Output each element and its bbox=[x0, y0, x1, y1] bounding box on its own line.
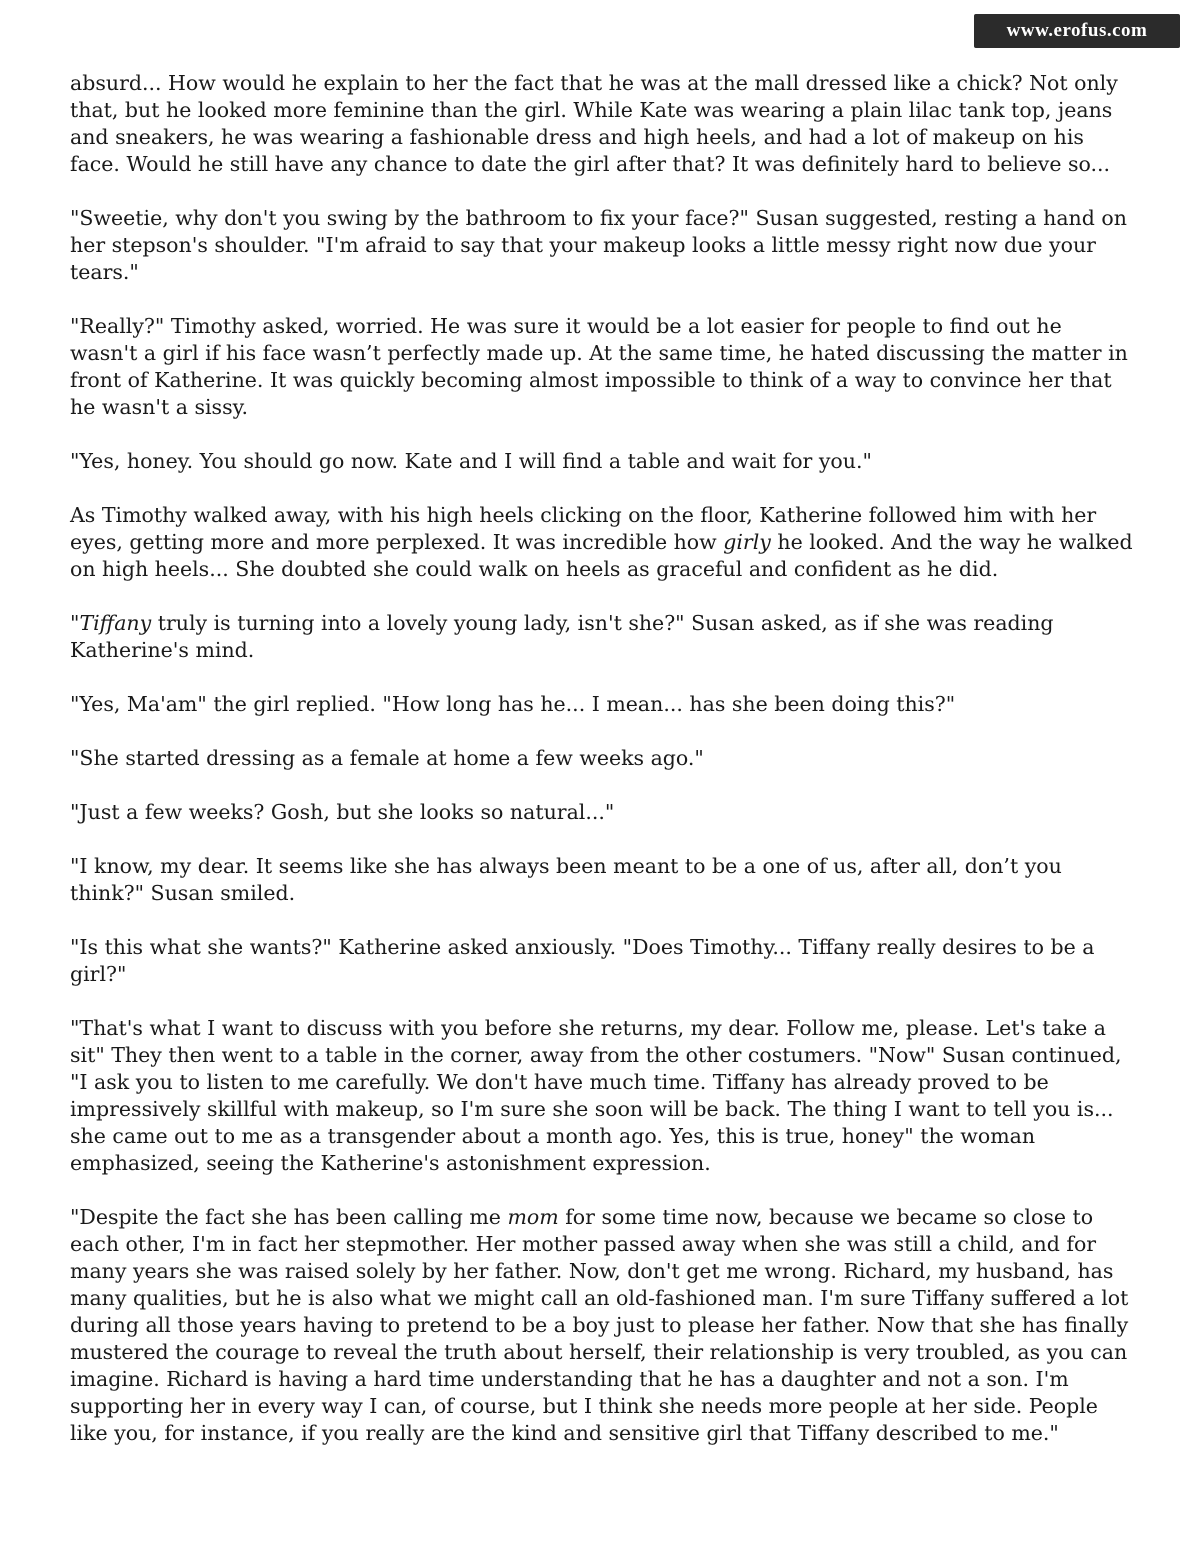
text-run: " bbox=[70, 611, 80, 635]
text-run: "Despite the fact she has been calling me bbox=[70, 1205, 508, 1229]
story-text bbox=[70, 70, 1134, 1474]
paragraph bbox=[70, 70, 1134, 178]
paragraph bbox=[70, 853, 1134, 907]
text-run: "She started dressing as a female at home a few weeks ago." bbox=[70, 746, 704, 770]
italic-word: Tiffany bbox=[79, 611, 152, 635]
paragraph bbox=[70, 448, 1134, 475]
paragraph bbox=[70, 745, 1134, 772]
text-run: "Really?" Timothy asked, worried. He was sure it would be a lot easier for people to find out he wasn't a girl if his face wasn’t perfectly made up. At the same time, he hated discussing the matter in front of Katherine. It was quickly becoming almost impossible to think of a way to convince her that he wasn't a sissy. bbox=[70, 314, 1128, 419]
text-run: for some time now, because we became so close to each other, I'm in fact her stepmother. Her mother passed away when she was still a child, and for many years she was raised solely by her father. Now, don't get me wrong. Richard, my husband, has many qualities, but he is also what we might call an old-fashioned man. I'm sure Tiffany suffered a lot during all those years having to pretend to be a boy just to please her father. Now that she has finally mustered the courage to reveal the truth about herself, their relationship is very troubled, as you can imagine. Richard is having a hard time understanding that he has a daughter and not a son. I'm supporting her in every way I can, of course, but I think she needs more people at her side. People like you, for instance, if you really are the kind and sensitive girl that Tiffany described to me." bbox=[70, 1205, 1129, 1445]
text-run: "Sweetie, why don't you swing by the bathroom to fix your face?" Susan suggested, resting a hand on her stepson's shoulder. "I'm afraid to say that your makeup looks a little messy right now due your tears." bbox=[70, 206, 1127, 284]
paragraph bbox=[70, 799, 1134, 826]
paragraph bbox=[70, 610, 1134, 664]
text-run: he looked. And the way he walked on high heels... She doubted she could walk on heels as graceful and confident as he did. bbox=[70, 530, 1133, 581]
text-run: "Is this what she wants?" Katherine asked anxiously. "Does Timothy... Tiffany really desires to be a girl?" bbox=[70, 935, 1095, 986]
paragraph bbox=[70, 313, 1134, 421]
site-watermark: www.erofus.com bbox=[974, 14, 1180, 48]
paragraph bbox=[70, 934, 1134, 988]
text-run: absurd... How would he explain to her the fact that he was at the mall dressed like a chick? Not only that, but he looked more feminine than the girl. While Kate was wearing a plain lilac tank top, jeans and sneakers, he was wearing a fashionable dress and high heels, and had a lot of makeup on his face. Would he still have any chance to date the girl after that? It was definitely hard to believe so... bbox=[70, 71, 1118, 176]
paragraph bbox=[70, 1204, 1134, 1447]
text-run: truly is turning into a lovely young lady, isn't she?" Susan asked, as if she was reading Katherine's mind. bbox=[70, 611, 1054, 662]
text-run: "I know, my dear. It seems like she has always been meant to be a one of us, after all, don’t you think?" Susan smiled. bbox=[70, 854, 1062, 905]
paragraph bbox=[70, 502, 1134, 583]
text-run: "Yes, honey. You should go now. Kate and I will find a table and wait for you." bbox=[70, 449, 872, 473]
paragraph bbox=[70, 205, 1134, 286]
paragraph bbox=[70, 1015, 1134, 1177]
text-run: As Timothy walked away, with his high heels clicking on the floor, Katherine followed him with her eyes, getting more and more perplexed. It was incredible how bbox=[70, 503, 1097, 554]
text-run: "Yes, Ma'am" the girl replied. "How long has he... I mean... has she been doing this?" bbox=[70, 692, 956, 716]
text-run: "That's what I want to discuss with you before she returns, my dear. Follow me, please. Let's take a sit" They then went to a table in the corner, away from the other costumers. "Now" Susan continued, "I ask you to listen to me carefully. We don't have much time. Tiffany has already proved to be impressively skillful with makeup, so I'm sure she soon will be back. The thing I want to tell you is... she came out to me as a transgender about a month ago. Yes, this is true, honey" the woman emphasized, seeing the Katherine's astonishment expression. bbox=[70, 1016, 1122, 1175]
paragraph bbox=[70, 691, 1134, 718]
text-run: "Just a few weeks? Gosh, but she looks so natural..." bbox=[70, 800, 615, 824]
italic-word: girly bbox=[723, 530, 771, 554]
italic-word: mom bbox=[507, 1205, 559, 1229]
